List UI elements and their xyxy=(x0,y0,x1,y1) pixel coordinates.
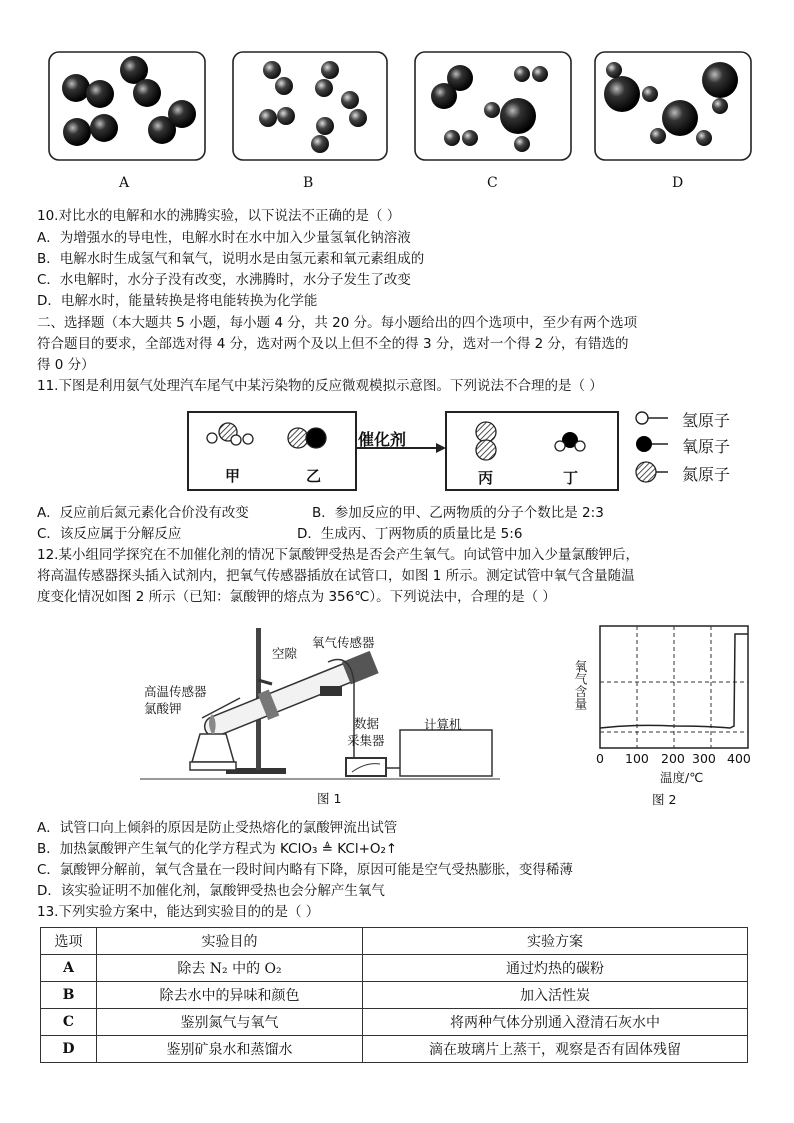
row-c-option: C xyxy=(41,1009,97,1036)
q10-option-c: C．水电解时，水分子没有改变，水沸腾时，水分子发生了改变 xyxy=(37,272,411,288)
header-purpose: 实验目的 xyxy=(97,928,363,955)
q12-option-c: C．氯酸钾分解前，氧气含量在一段时间内略有下降，原因可能是空气受热膨胀，变得稀薄 xyxy=(37,862,573,878)
header-option: 选项 xyxy=(41,928,97,955)
graph-ylabel: 氧气含量 xyxy=(573,660,588,710)
experiment-table xyxy=(40,927,748,1063)
row-a-option: A xyxy=(41,955,97,982)
label-kclo3: 氯酸钾 xyxy=(144,701,182,716)
reactants-box xyxy=(188,412,356,490)
label-collector: 采集器 xyxy=(347,733,385,748)
q12-stem-3: 度变化情况如图 2 所示（已知：氯酸钾的熔点为 356℃）。下列说法中，合理的是（ ） xyxy=(37,589,556,605)
q10-option-a: A．为增强水的导电性，电解水时在水中加入少量氢氧化钠溶液 xyxy=(37,230,411,246)
row-d-purpose: 鉴别矿泉水和蒸馏水 xyxy=(97,1036,363,1063)
q12-option-a: A．试管口向上倾斜的原因是防止受热熔化的氯酸钾流出试管 xyxy=(37,820,398,836)
row-d-option: D xyxy=(41,1036,97,1063)
row-c-plan: 将两种气体分别通入澄清石灰水中 xyxy=(363,1009,748,1036)
row-d-plan: 滴在玻璃片上蒸干，观察是否有固体残留 xyxy=(363,1036,748,1063)
section2-line-2: 符合题目的要求，全部选对得 4 分，选对两个及以上但不全的得 3 分，选对一个得 2 分，有错选的 xyxy=(37,336,629,352)
q10-option-b: B．电解水时生成氢气和氧气，说明水是由氢元素和氧元素组成的 xyxy=(37,251,425,267)
label-gap: 空隙 xyxy=(272,646,298,661)
label-yi: 乙 xyxy=(306,467,322,485)
label-oxygen-sensor: 氧气传感器 xyxy=(312,635,375,650)
figure-label-c: C xyxy=(487,175,498,191)
box-b xyxy=(233,52,387,160)
q11-option-d: D．生成丙、丁两物质的质量比是 5:6 xyxy=(297,526,523,542)
label-ding: 丁 xyxy=(563,469,579,487)
q10-stem: 10.对比水的电解和水的沸腾实验，以下说法不正确的是（ ） xyxy=(37,208,401,224)
molecule-figure xyxy=(40,48,760,170)
catalyst-label: 催化剂 xyxy=(358,430,407,449)
section2-line-1: 二、选择题（本大题共 5 小题，每小题 4 分，共 20 分。每小题给出的四个选项中，至少有两个选项 xyxy=(37,315,638,331)
label-computer: 计算机 xyxy=(424,717,462,732)
legend-oxygen: 氧原子 xyxy=(682,437,731,456)
q11-option-c: C．该反应属于分解反应 xyxy=(37,526,182,542)
q12-stem-1: 12.某小组同学探究在不加催化剂的情况下氯酸钾受热是否会产生氧气。向试管中加入少量氯酸钾后， xyxy=(37,547,639,563)
row-c-purpose: 鉴别氮气与氧气 xyxy=(97,1009,363,1036)
row-a-purpose: 除去 N₂ 中的 O₂ xyxy=(97,955,363,982)
row-a-plan: 通过灼热的碳粉 xyxy=(363,955,748,982)
legend-nitrogen: 氮原子 xyxy=(682,465,731,484)
table-row xyxy=(41,1036,748,1063)
graph-xlabel: 温度/℃ xyxy=(660,770,704,785)
q11-option-a: A．反应前后氮元素化合价没有改变 xyxy=(37,505,249,521)
label-data: 数据 xyxy=(354,716,380,731)
figure-label-a: A xyxy=(119,175,130,191)
table-row xyxy=(41,982,748,1009)
fig2-caption: 图 2 xyxy=(652,792,677,807)
table-row xyxy=(41,955,748,982)
graph-xtick-0: 0 xyxy=(596,751,604,766)
graph-xtick-400: 400 xyxy=(727,751,751,766)
q11-stem: 11.下图是利用氨气处理汽车尾气中某污染物的反应微观模拟示意图。下列说法不合理的是（ ） xyxy=(37,378,603,394)
legend-symbols xyxy=(636,412,668,482)
graph-xtick-200: 200 xyxy=(661,751,685,766)
table-row xyxy=(41,1009,748,1036)
header-plan: 实验方案 xyxy=(363,928,748,955)
legend-hydrogen: 氢原子 xyxy=(682,411,731,430)
q12-option-d: D．该实验证明不加催化剂，氯酸钾受热也会分解产生氧气 xyxy=(37,883,385,899)
q11-option-b: B．参加反应的甲、乙两物质的分子个数比是 2:3 xyxy=(312,505,604,521)
q10-option-d: D．电解水时，能量转换是将电能转换为化学能 xyxy=(37,293,318,309)
q12-stem-2: 将高温传感器探头插入试剂内，把氧气传感器插放在试管口，如图 1 所示。测定试管中氧气含量随温 xyxy=(37,568,635,584)
products-box xyxy=(446,412,618,490)
graph-xtick-100: 100 xyxy=(625,751,649,766)
row-b-purpose: 除去水中的异味和颜色 xyxy=(97,982,363,1009)
row-b-plan: 加入活性炭 xyxy=(363,982,748,1009)
q12-option-b: B．加热氯酸钾产生氧气的化学方程式为 KClO₃ ≜ KCl+O₂↑ xyxy=(37,841,398,857)
reaction-diagram xyxy=(180,400,760,496)
figure-label-b: B xyxy=(303,175,314,191)
section2-line-3: 得 0 分） xyxy=(37,357,95,373)
label-high-temp-sensor: 高温传感器 xyxy=(144,684,207,699)
q13-stem: 13.下列实验方案中，能达到实验目的的是（ ） xyxy=(37,904,320,920)
label-jia: 甲 xyxy=(225,467,241,485)
row-b-option: B xyxy=(41,982,97,1009)
graph-xtick-300: 300 xyxy=(692,751,716,766)
figure-label-d: D xyxy=(672,175,684,191)
table-header-row xyxy=(41,928,748,955)
label-bing: 丙 xyxy=(478,469,494,487)
fig1-caption: 图 1 xyxy=(317,791,342,806)
oxygen-temperature-graph xyxy=(596,624,752,754)
